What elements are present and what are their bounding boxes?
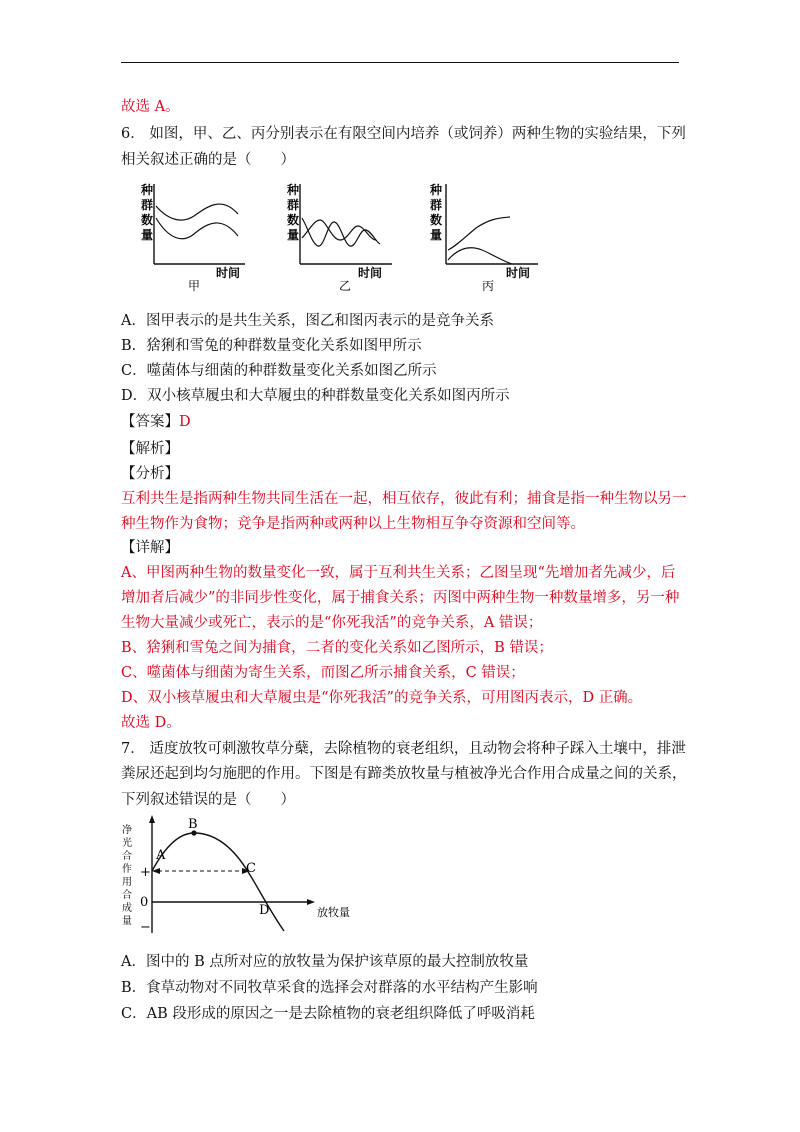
ylabel-char: 种 [430,183,443,197]
xiangjie-line: A、甲图两种生物的数量变化一致，属于互利共生关系；乙图呈现“先增加者先减少，后 [121,565,676,581]
q7-stem-line: 粪尿还起到均匀施肥的作用。下图是有蹄类放牧量与植被净光合作用合成量之间的关系， [121,766,687,782]
ylabel-char: 合 [122,890,132,901]
prey-curve [302,218,380,246]
jiexi-tag: 【解析】 [121,441,179,457]
xiangjie-line: B、猞猁和雪兔之间为捕食，二者的变化关系如乙图所示，B 错误； [121,640,553,656]
ylabel-char: 量 [287,228,300,242]
q7-stem-line: 7． 适度放牧可刺激牧草分蘖，去除植物的衰老组织，且动物会将种子踩入土壤中，排泄 [121,741,686,757]
ylabel-char: 群 [287,198,300,212]
q6-figure [130,180,540,295]
q6-panel-yi [286,182,392,293]
ylabel-char: 群 [141,198,154,212]
fenxi-tag: 【分析】 [121,466,179,482]
q7-figure [118,815,368,941]
axis-mark-plus: + [140,865,151,880]
ylabel-char: 数 [287,213,300,227]
point-c-label: C [246,861,256,876]
xiangjie-line: 生物大量减少或死亡，表示的是“你死我活”的竞争关系，A 错误； [121,615,543,631]
x-axis-label: 放牧量 [317,906,350,919]
x-axis-label: 时间 [506,266,531,280]
x-axis-label: 时间 [358,266,383,280]
q6-option-a: A．图甲表示的是共生关系，图乙和图丙表示的是竞争关系 [121,313,494,329]
x-axis-arrow [307,899,315,905]
q6-option-b: B．猞猁和雪兔的种群数量变化关系如图甲所示 [121,338,422,354]
xiangjie-line: C、噬菌体与细菌为寄生关系，而图乙所示捕食关系，C 错误； [121,665,525,681]
answer-value: D [179,414,191,430]
fenxi-line: 种生物作为食物；竞争是指两种或两种以上生物相互争夺资源和空间等。 [121,516,585,532]
ylabel-char: 量 [430,228,443,242]
point-b-label: B [188,817,198,832]
ylabel-char: 量 [122,916,132,927]
answer-line [121,412,191,432]
winner-curve [448,217,510,250]
x-axis-label: 时间 [216,266,241,280]
axis-mark-zero: 0 [140,895,149,910]
ylabel-char: 群 [430,198,443,212]
ylabel-char: 数 [141,213,154,227]
axis-mark-minus: − [140,920,151,935]
answer-tag: 【答案】 [121,414,179,430]
q7-option-b: B．食草动物对不同牧草采食的选择会对群落的水平结构产生影响 [121,980,538,996]
fenxi-line: 互利共生是指两种生物共同生活在一起，相互依存，彼此有利；捕食是指一种生物以另一 [121,491,687,507]
q7-option-c: C．AB 段形成的原因之一是去除植物的衰老组织降低了呼吸消耗 [121,1006,535,1022]
panel-caption: 甲 [188,279,201,293]
species-curve-2 [156,218,238,239]
ylabel-char: 光 [122,838,132,849]
xiangjie-tag: 【详解】 [121,540,179,556]
predator-curve [302,220,376,240]
y-axis-arrow [149,815,155,823]
ylabel-char: 量 [141,228,154,242]
ylabel-char: 合 [122,851,132,862]
ylabel-char: 种 [141,183,154,197]
panel-caption: 乙 [339,279,352,293]
ylabel-char: 种 [287,183,300,197]
q6-panel-bing [429,182,538,293]
loser-curve [448,248,512,264]
ylabel-char: 作 [122,864,132,875]
q6-stem-line1: 6． 如图，甲、乙、丙分别表示在有限空间内培养（或饲养）两种生物的实验结果，下列 [121,126,686,142]
q6-conclusion: 故选 D。 [121,715,181,731]
q7-option-a: A．图中的 B 点所对应的放牧量为保护该草原的最大控制放牧量 [121,954,529,970]
ylabel-char: 用 [122,877,132,888]
header-rule [121,62,679,63]
panel-caption: 丙 [482,279,495,293]
q6-option-d: D．双小核草履虫和大草履虫的种群数量变化关系如图丙所示 [121,388,510,404]
prev-conclusion: 故选 A。 [121,99,180,115]
xiangjie-line: D、双小核草履虫和大草履虫是“你死我活”的竞争关系，可用图丙表示，D 正确。 [121,690,643,706]
xiangjie-line: 增加者后减少”的非同步性变化，属于捕食关系；丙图中两种生物一种数量增多，另一种 [121,590,680,606]
q6-option-c: C．噬菌体与细菌的种群数量变化关系如图乙所示 [121,363,437,379]
point-d-label: D [259,903,270,918]
ylabel-char: 净 [122,825,132,836]
ylabel-char: 数 [430,213,443,227]
ylabel-char: 成 [122,903,132,914]
q6-panel-jia [140,182,245,293]
q7-stem-line: 下列叙述错误的是（ ） [121,792,295,808]
point-a-label: A [156,848,166,863]
species-curve-1 [156,204,238,220]
q6-stem-line2: 相关叙述正确的是（ ） [121,152,295,168]
